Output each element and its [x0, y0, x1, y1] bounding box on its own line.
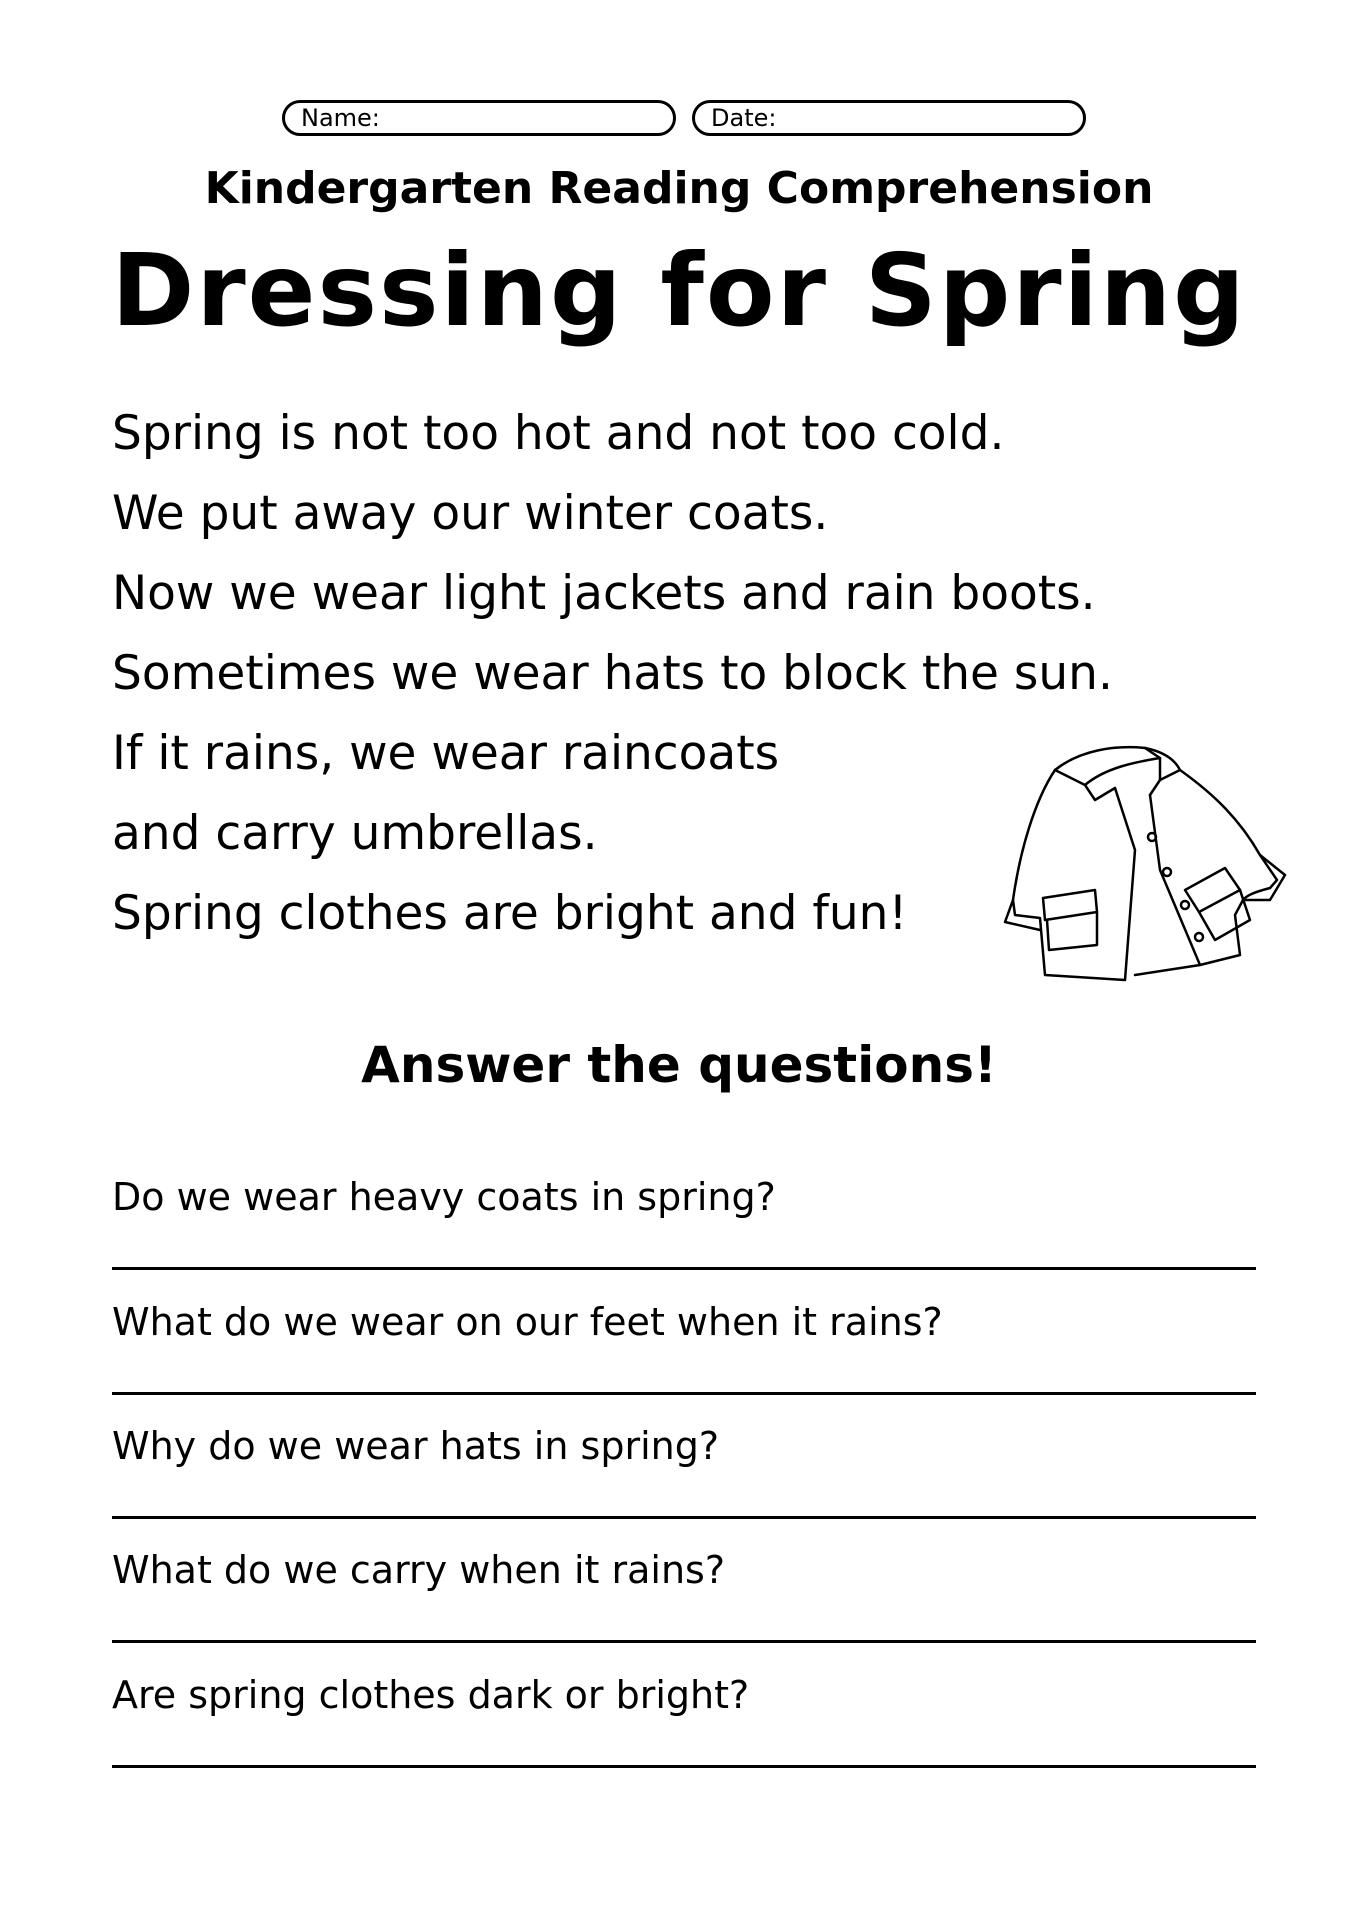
- answer-line[interactable]: [112, 1765, 1256, 1768]
- answer-line[interactable]: [112, 1392, 1256, 1395]
- date-label: Date:: [711, 104, 777, 132]
- answer-line[interactable]: [112, 1640, 1256, 1643]
- answer-line[interactable]: [112, 1267, 1256, 1270]
- worksheet-title: Dressing for Spring: [111, 232, 1247, 349]
- question-text: What do we wear on our feet when it rains?: [112, 1300, 943, 1344]
- question-text: Are spring clothes dark or bright?: [112, 1673, 750, 1717]
- question-text: What do we carry when it rains?: [112, 1548, 725, 1592]
- question-item: [112, 1545, 1262, 1635]
- question-text: Do we wear heavy coats in spring?: [112, 1175, 776, 1219]
- date-field[interactable]: [692, 100, 1086, 136]
- name-label: Name:: [301, 104, 380, 132]
- question-item: [112, 1670, 1262, 1760]
- jacket-icon: [985, 740, 1290, 985]
- passage-line: If it rains, we wear raincoats: [112, 726, 780, 781]
- name-field[interactable]: [282, 100, 676, 136]
- passage-line: We put away our winter coats.: [112, 486, 829, 541]
- worksheet-subtitle: Kindergarten Reading Comprehension: [204, 163, 1154, 214]
- questions-heading: Answer the questions!: [361, 1036, 997, 1094]
- passage-line: Now we wear light jackets and rain boots.: [112, 566, 1096, 621]
- question-item: [112, 1297, 1262, 1387]
- question-item: [112, 1421, 1262, 1511]
- question-item: [112, 1172, 1262, 1262]
- passage-line: and carry umbrellas.: [112, 806, 598, 861]
- question-text: Why do we wear hats in spring?: [112, 1424, 719, 1468]
- passage-line: Spring clothes are bright and fun!: [112, 886, 908, 941]
- passage-line: Spring is not too hot and not too cold.: [112, 406, 1005, 461]
- passage-line: Sometimes we wear hats to block the sun.: [112, 646, 1113, 701]
- answer-line[interactable]: [112, 1516, 1256, 1519]
